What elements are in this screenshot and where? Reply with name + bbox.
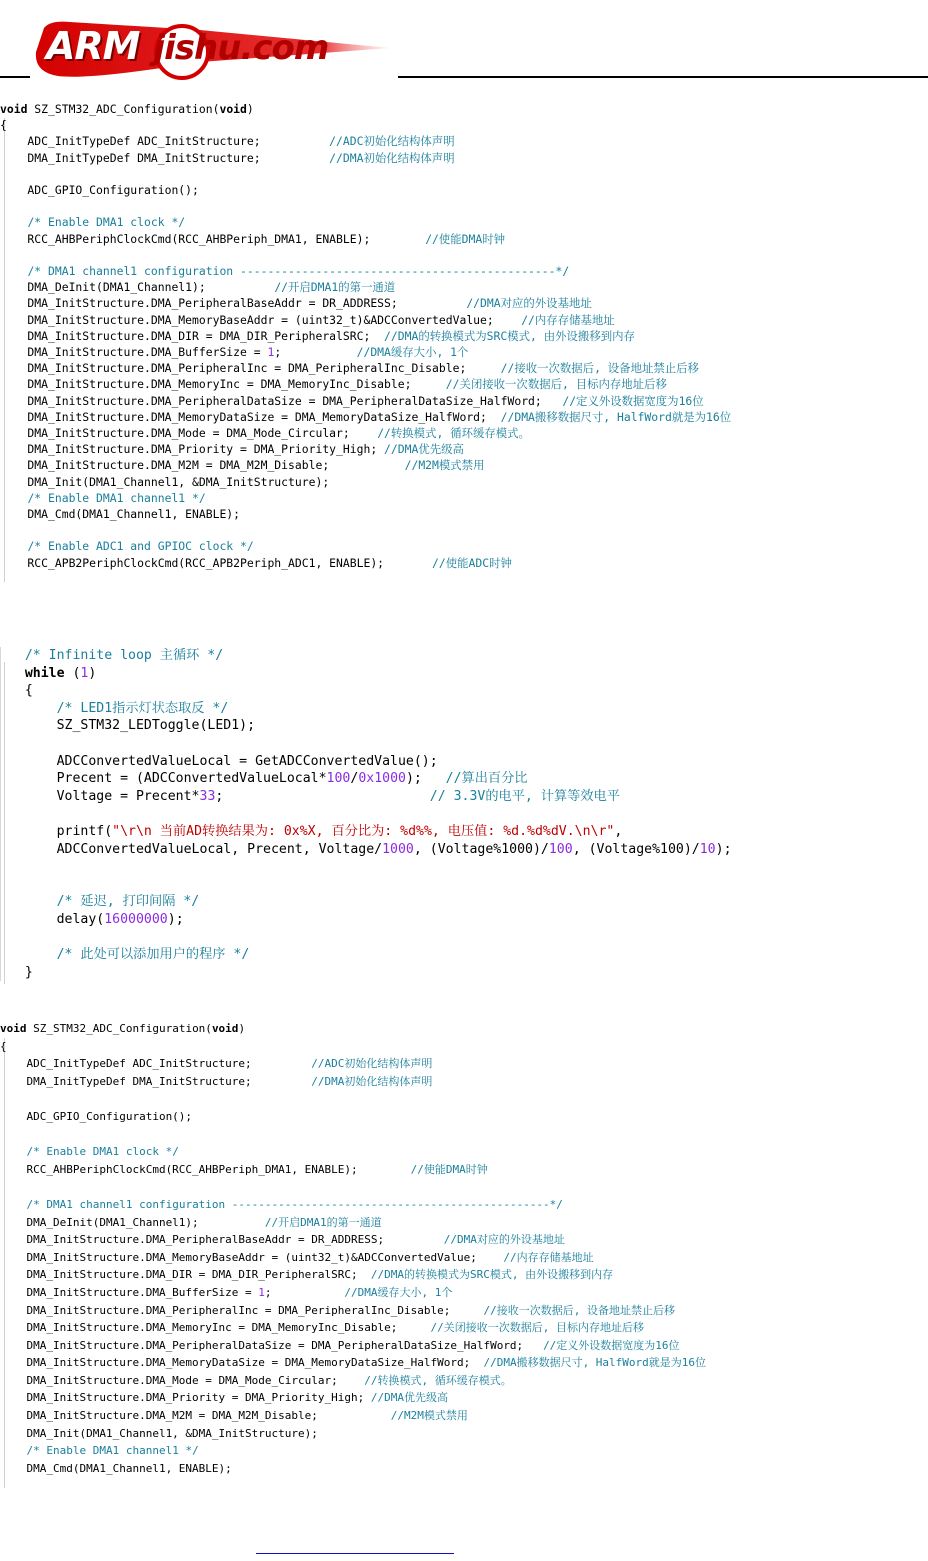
code-line: DMA_InitStructure.DMA_Priority = DMA_Priority_High; //DMA优先级高 bbox=[0, 442, 464, 457]
code-line: DMA_Cmd(DMA1_Channel1, ENABLE); bbox=[0, 1461, 232, 1475]
code-line bbox=[0, 1090, 706, 1108]
code-line: DMA_InitTypeDef DMA_InitStructure; //DMA初始化结构体声明 bbox=[0, 1074, 433, 1088]
code-line: DMA_InitStructure.DMA_Mode = DMA_Mode_Circular; //转换模式, 循环缓存模式。 bbox=[0, 1373, 512, 1387]
code-line bbox=[0, 1178, 706, 1196]
logo-brand: ARM bbox=[46, 24, 140, 68]
code-line: /* Enable DMA1 channel1 */ bbox=[27, 490, 206, 505]
code-line bbox=[1, 858, 732, 876]
code-line bbox=[0, 1126, 706, 1144]
code-line: void SZ_STM32_ADC_Configuration(void) bbox=[0, 102, 254, 116]
site-logo[interactable] bbox=[30, 18, 390, 82]
code-line: DMA_InitStructure.DMA_MemoryInc = DMA_MemoryInc_Disable; //关闭接收一次数据后, 目标内存地址后移 bbox=[0, 1321, 644, 1335]
code-line: DMA_InitStructure.DMA_MemoryInc = DMA_MemoryInc_Disable; //关闭接收一次数据后, 目标内存地址后移 bbox=[0, 377, 667, 392]
code-line: /* Enable DMA1 clock */ bbox=[27, 215, 186, 230]
code-line: DMA_InitStructure.DMA_PeripheralDataSize = DMA_PeripheralDataSize_HalfWord; //定义外设数据宽度为16位 bbox=[0, 393, 704, 408]
code-line: DMA_DeInit(DMA1_Channel1); //开启DMA1的第一通道 bbox=[0, 1215, 382, 1229]
header-rule-right bbox=[398, 76, 928, 78]
code-line: ADC_InitTypeDef ADC_InitStructure; //ADC初始化结构体声明 bbox=[0, 1057, 433, 1071]
code-line: DMA_InitStructure.DMA_BufferSize = 1; //DMA缓存大小, 1个 bbox=[0, 1285, 453, 1299]
code-line: DMA_Init(DMA1_Channel1, &DMA_InitStructure); bbox=[0, 474, 330, 489]
code-line: DMA_InitStructure.DMA_DIR = DMA_DIR_PeripheralSRC; //DMA的转换模式为SRC模式, 由外设搬移到内存 bbox=[0, 328, 635, 343]
code-line: /* 延迟, 打印间隔 */ bbox=[56, 894, 200, 910]
code-line: ADCConvertedValueLocal, Precent, Voltage/1000, (Voltage%1000)/100, (Voltage%100)/10); bbox=[1, 841, 732, 857]
code-line: DMA_InitStructure.DMA_DIR = DMA_DIR_PeripheralSRC; //DMA的转换模式为SRC模式, 由外设搬移到内存 bbox=[0, 1268, 614, 1282]
code-line: DMA_InitStructure.DMA_MemoryDataSize = DMA_MemoryDataSize_HalfWord; //DMA搬移数据尺寸, HalfWord就是为16位 bbox=[0, 1356, 707, 1370]
code-line: } bbox=[1, 964, 33, 980]
code-line: ADC_GPIO_Configuration(); bbox=[0, 183, 199, 198]
code-line: DMA_Cmd(DMA1_Channel1, ENABLE); bbox=[0, 507, 241, 522]
code-block-adc-config-repeat bbox=[0, 1020, 706, 1477]
code-line: void SZ_STM32_ADC_Configuration(void) bbox=[0, 1022, 246, 1035]
code-line: /* LED1指示灯状态取反 */ bbox=[56, 700, 229, 716]
code-line: DMA_InitStructure.DMA_M2M = DMA_M2M_Disable; //M2M模式禁用 bbox=[0, 458, 485, 473]
code-line: DMA_InitStructure.DMA_MemoryBaseAddr = (uint32_t)&ADCConvertedValue; //内存存储基地址 bbox=[0, 312, 615, 327]
code-line: DMA_InitStructure.DMA_PeripheralBaseAddr = DR_ADDRESS; //DMA对应的外设基地址 bbox=[0, 1233, 565, 1247]
code-line: Voltage = Precent*33; // 3.3V的电平, 计算等效电平 bbox=[1, 788, 620, 804]
logo-domain: jishu.com bbox=[153, 28, 329, 68]
code-line: /* Enable DMA1 clock */ bbox=[26, 1145, 179, 1159]
code-line: DMA_DeInit(DMA1_Channel1); //开启DMA1的第一通道 bbox=[0, 280, 396, 295]
code-line: ADC_GPIO_Configuration(); bbox=[0, 1109, 193, 1123]
code-line bbox=[0, 166, 731, 182]
code-line: DMA_InitStructure.DMA_M2M = DMA_M2M_Disable; //M2M模式禁用 bbox=[0, 1409, 468, 1423]
code-line bbox=[0, 522, 731, 538]
code-line bbox=[1, 876, 732, 894]
code-line bbox=[1, 805, 732, 823]
code-line: RCC_AHBPeriphClockCmd(RCC_AHBPeriph_DMA1, ENABLE); //使能DMA时钟 bbox=[0, 1162, 488, 1176]
code-block-main-loop bbox=[0, 647, 732, 981]
code-line: DMA_InitStructure.DMA_BufferSize = 1; //DMA缓存大小, 1个 bbox=[0, 345, 469, 360]
code-line: RCC_AHBPeriphClockCmd(RCC_AHBPeriph_DMA1, ENABLE); //使能DMA时钟 bbox=[0, 231, 506, 246]
code-line: DMA_Init(DMA1_Channel1, &DMA_InitStructure); bbox=[0, 1426, 318, 1440]
code-line: DMA_InitStructure.DMA_MemoryBaseAddr = (uint32_t)&ADCConvertedValue; //内存存储基地址 bbox=[0, 1250, 594, 1264]
code-line: while (1) bbox=[24, 665, 97, 681]
code-block-adc-config bbox=[0, 101, 731, 571]
code-line: SZ_STM32_LEDToggle(LED1); bbox=[1, 718, 256, 734]
code-line: { bbox=[0, 118, 7, 133]
code-line: /* Enable ADC1 and GPIOC clock */ bbox=[27, 539, 254, 554]
code-line: DMA_InitStructure.DMA_MemoryDataSize = DMA_MemoryDataSize_HalfWord; //DMA搬移数据尺寸, HalfWord就是为16位 bbox=[0, 409, 732, 424]
code-line: /* 此处可以添加用户的程序 */ bbox=[56, 947, 250, 963]
code-line: /* DMA1 channel1 configuration ----------------------------------------------*/ bbox=[27, 264, 570, 279]
code-line: printf("\r\n 当前AD转换结果为: 0x%X, 百分比为: %d%%, 电压值: %d.%d%dV.\n\r", bbox=[1, 823, 623, 839]
code-line: DMA_InitStructure.DMA_PeripheralInc = DMA_PeripheralInc_Disable; //接收一次数据后, 设备地址禁止后移 bbox=[0, 361, 699, 376]
code-line: DMA_InitStructure.DMA_Priority = DMA_Priority_High; //DMA优先级高 bbox=[0, 1391, 448, 1405]
code-line bbox=[0, 247, 731, 263]
code-line: DMA_InitStructure.DMA_PeripheralBaseAddr = DR_ADDRESS; //DMA对应的外设基地址 bbox=[0, 296, 592, 311]
code-line bbox=[0, 198, 731, 214]
code-line bbox=[1, 735, 732, 753]
code-line bbox=[1, 929, 732, 947]
code-line: DMA_InitStructure.DMA_PeripheralInc = DMA_PeripheralInc_Disable; //接收一次数据后, 设备地址禁止后移 bbox=[0, 1303, 675, 1317]
code-line: DMA_InitStructure.DMA_Mode = DMA_Mode_Circular; //转换模式, 循环缓存模式。 bbox=[0, 426, 530, 441]
code-line: /* Infinite loop 主循环 */ bbox=[24, 648, 224, 663]
footer-link-underline[interactable] bbox=[256, 1553, 454, 1554]
code-line: /* DMA1 channel1 configuration ------------------------------------------------*/ bbox=[26, 1197, 563, 1211]
code-line: { bbox=[1, 683, 33, 699]
code-line: /* Enable DMA1 channel1 */ bbox=[26, 1444, 199, 1458]
code-line: RCC_APB2PeriphClockCmd(RCC_APB2Periph_ADC1, ENABLE); //使能ADC时钟 bbox=[0, 555, 512, 570]
code-line: { bbox=[0, 1039, 7, 1053]
code-line: Precent = (ADCConvertedValueLocal*100/0x1000); //算出百分比 bbox=[1, 771, 528, 787]
code-line: ADCConvertedValueLocal = GetADCConvertedValue(); bbox=[1, 753, 438, 769]
code-line: DMA_InitStructure.DMA_PeripheralDataSize = DMA_PeripheralDataSize_HalfWord; //定义外设数据宽度为16位 bbox=[0, 1338, 680, 1352]
code-line: DMA_InitTypeDef DMA_InitStructure; //DMA初始化结构体声明 bbox=[0, 150, 455, 165]
code-line: ADC_InitTypeDef ADC_InitStructure; //ADC初始化结构体声明 bbox=[0, 134, 455, 149]
header-rule-left bbox=[0, 76, 30, 78]
code-line: delay(16000000); bbox=[1, 911, 184, 927]
